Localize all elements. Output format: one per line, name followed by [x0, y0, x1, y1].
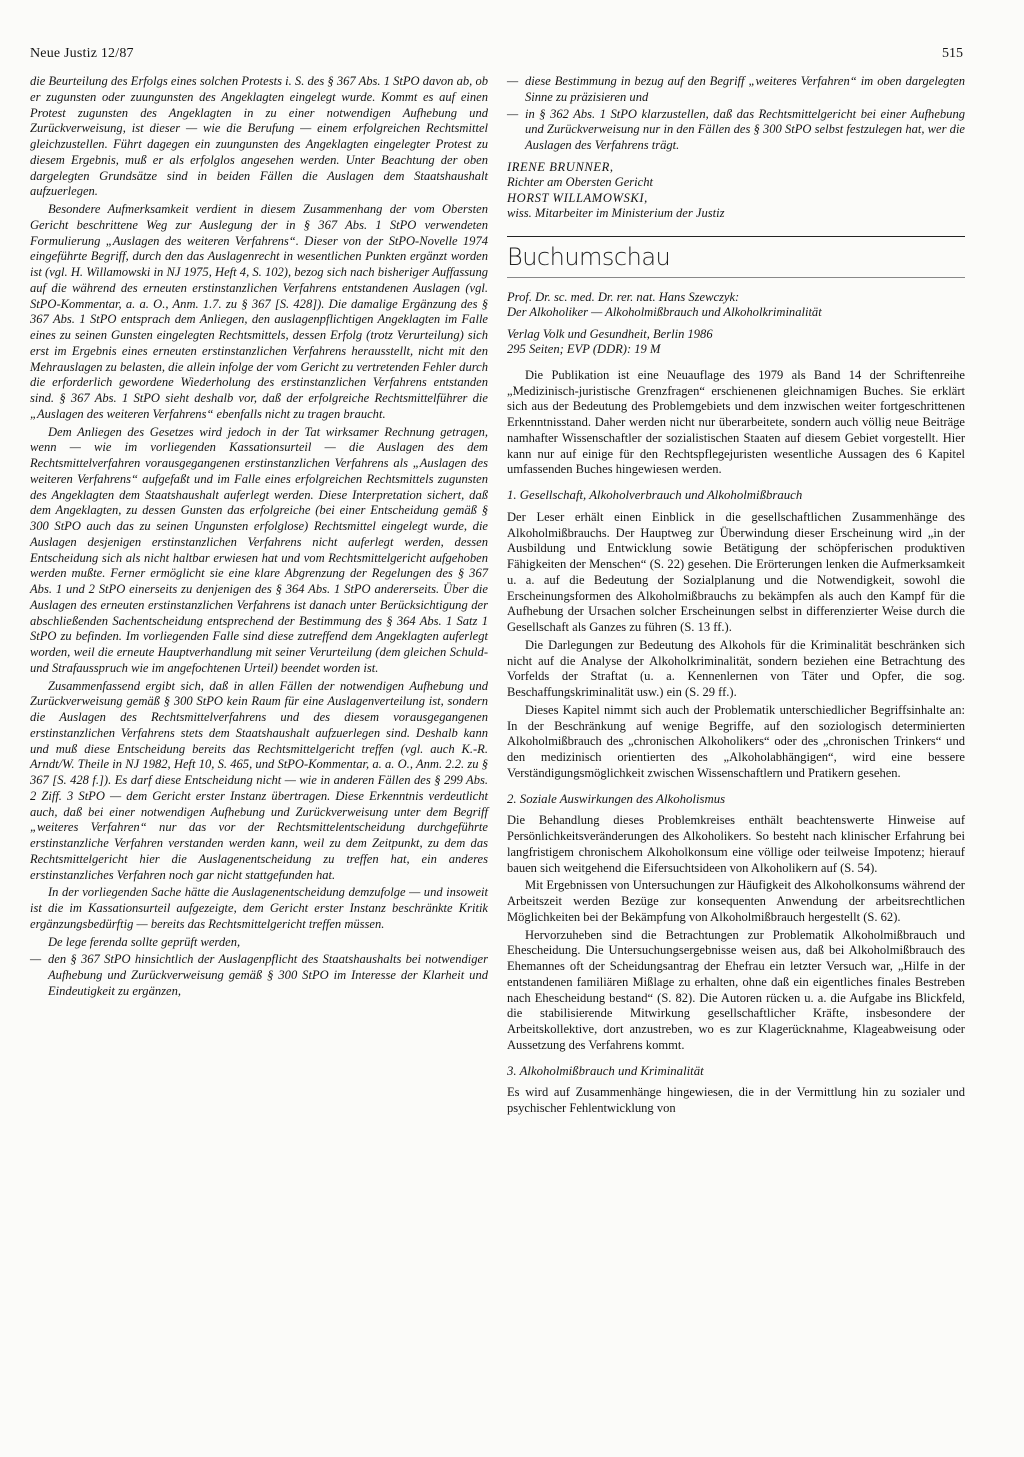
- dash-list-text: in § 362 Abs. 1 StPO klarzustellen, daß das Rechtsmittelgericht bei einer Aufhebung und Zurückverweisung nur in den Fällen des § 300 StPO selbst festzulegen hat, wer die Auslagen des Verfahrens trägt.: [525, 106, 965, 152]
- dash-list-item: [507, 74, 965, 106]
- paragraph: In der vorliegenden Sache hätte die Auslagenentscheidung demzufolge — und insoweit ist die im Kassationsurteil aufgezeigte, dem Gericht erster Instanz beschränkte Kritik ergänzungsbedürftig — bereits das Rechtsmittelgericht treffen müssen.: [30, 885, 488, 931]
- paragraph: Zusammenfassend ergibt sich, daß in allen Fällen der notwendigen Aufhebung und Zurückverweisung gemäß § 300 StPO kein Raum für eine Auslagenverteilung ist, sondern die Auslagen des Rechtsmittelverfahrens und des diesem vorausgegangenen erstinstanzlichen Verfahrens stets dem Staatshaushalt aufzuerlegen sind. Deshalb kann und muß diese Entscheidung bereits das Rechtsmittelgericht treffen (vgl. auch K.-R. Arndt/W. Theile in NJ 1982, Heft 10, S. 465, und StPO-Kommentar, a. a. O., Anm. 2.2. zu § 367 [S. 428 f.]). Es darf diese Entscheidung nicht — wie in anderen Fällen des § 299 Abs. 2 Ziff. 3 StPO — dem Gericht erster Instanz übertragen. Diese Erkenntnis verdeutlicht auch, daß bei einer notwendigen Aufhebung und Zurückverweisung unter dem Begriff „weiteres Verfahren“ nur das vor der Rechtsmittelentscheidung durchgeführte erstinstanzliche Verfahren verstanden werden kann, weil zu dem Zeitpunkt, zu dem das Rechtsmittelgericht hier die Auslagenentscheidung zu treffen hat, ein anderes erstinstanzliches Verfahren noch gar nicht stattgefunden hat.: [30, 678, 488, 882]
- dash-list-text: den § 367 StPO hinsichtlich der Auslagenpflicht des Staatshaushalts bei notwendiger Aufhebung und Zurückverweisung gemäß § 300 StPO im Interesse der Klarheit und Eindeutigkeit zu ergänzen,: [48, 952, 488, 998]
- page-number: 515: [942, 46, 963, 61]
- paragraph: Der Leser erhält einen Einblick in die gesellschaftlichen Zusammenhänge des Alkoholmißbrauchs. Der Hauptweg zur Überwindung dieser Erscheinung wird „in der Ausbildung und Entwicklung sowie Betätigung der schöpferischen produktiven Fähigkeiten der Menschen“ (S. 22) gesehen. Die Erörterungen lenken die Aufmerksamkeit u. a. auf die Bedeutung der Sozialplanung und die Notwendigkeit, sowohl die Erscheinungsformen des Alkoholmißbrauchs zu bekämpfen als auch den Kampf für die Aufhebung der Ursachen solcher Erscheinungen selbst in differenzierter Weise durch die Gesellschaft als Ganzes zu führen (S. 13 ff.).: [507, 509, 965, 634]
- paragraph: die Beurteilung des Erfolgs eines solchen Protests i. S. des § 367 Abs. 1 StPO davon ab, ob er zugunsten oder zuungunsten des Angeklagten eingelegt wurde. Kommt es auf einen Protest zugunsten des Angeklagten in zu einer notwendigen Aufhebung und Zurückverweisung, ist dieser — wie die Berufung — einem erfolgreichen Rechtsmittel gleichzustellen. Führt dagegen ein zuungunsten des Angeklagten eingelegter Protest zu diesem Ergebnis, muß er als erfolglos angesehen werden. Unter Beachtung der oben dargelegten Grundsätze sind in beiden Fällen die Auslagen dem Staatshaushalt aufzuerlegen.: [30, 74, 488, 199]
- book-pages-price: 295 Seiten; EVP (DDR): 19 M: [507, 342, 661, 357]
- journal-title: Neue Justiz 12/87: [30, 46, 134, 61]
- dash-list-text: diese Bestimmung in bezug auf den Begriff „weiteres Verfahren“ im oben dargelegten Sinne zu präzisieren und: [525, 74, 965, 104]
- section-title: Buchumschau: [507, 242, 671, 271]
- paragraph: De lege ferenda sollte geprüft werden,: [48, 934, 241, 949]
- section-divider: [507, 236, 965, 237]
- dash-bullet: —: [507, 106, 519, 121]
- section-heading: 2. Soziale Auswirkungen des Alkoholismus: [507, 791, 726, 806]
- paragraph: Mit Ergebnissen von Untersuchungen zur Häufigkeit des Alkoholkonsums während der Arbeitszeit werden Bezüge zur konsequenten Anwendung der arbeitsrechtlichen Möglichkeiten bei der Bekämpfung von Alkoholmißbrauch hergestellt (S. 62).: [507, 878, 965, 924]
- book-details: [507, 290, 965, 358]
- book-author: Prof. Dr. sc. med. Dr. rer. nat. Hans Szewczyk:: [507, 289, 740, 304]
- author-role: Richter am Obersten Gericht: [507, 175, 653, 190]
- paragraph: Dieses Kapitel nimmt sich auch der Problematik unterschiedlicher Begriffsinhalte an: In der Beschränkung auf wenige Begriffe, auf den soziologisch determinierten Alkoholmißbrauch des „chronischen Alkoholikers“ oder des „chronischen Trinkers“ und den medizinisch orientierten des „Alkoholabhängigen“, wird eine bessere Verständigungsmöglichkeit zwischen Wissenschaftlern und Pratikern gesehen.: [507, 702, 965, 780]
- section-heading: 1. Gesellschaft, Alkoholverbrauch und Alkoholmißbrauch: [507, 488, 803, 502]
- review-intro: Die Publikation ist eine Neuauflage des 1979 als Band 14 der Schriftenreihe „Medizinisch-juristische Grenzfragen“ erschienenen gleichnamigen Buches. Sie erklärt sich aus der Bedeutung des Problemgebiets und dem inzwischen weiter fortgeschrittenen Erkenntnisstand. Daher werden nicht nur überarbeitete, sondern auch völlig neue Beiträge namhafter Wissenschaftler der sozialistischen Staaten auf diesem Gebiet vorgestellt. Hier kann nur auf einige für den Rechtspflegejuristen wesentliche Aussagen des 6 Kapitel umfassenden Buches hingewiesen werden.: [507, 367, 965, 477]
- paragraph: Es wird auf Zusammenhänge hingewiesen, die in der Vermittlung hin zu sozialer und psychischer Fehlentwicklung von: [507, 1085, 965, 1115]
- right-column: [507, 74, 965, 1119]
- section-heading: 3. Alkoholmißbrauch und Kriminalität: [507, 1063, 704, 1078]
- section-title-underline: [507, 277, 965, 278]
- page-header: [30, 46, 963, 66]
- dash-bullet: —: [507, 74, 519, 88]
- dash-bullet: —: [30, 952, 42, 967]
- author-role: wiss. Mitarbeiter im Ministerium der Justiz: [507, 206, 725, 221]
- author-name: HORST WILLAMOWSKI,: [507, 190, 648, 205]
- dash-list-item: [30, 952, 488, 999]
- author-name: IRENE BRUNNER,: [507, 159, 614, 174]
- paragraph: Besondere Aufmerksamkeit verdient in diesem Zusammenhang der vom Obersten Gericht beschrittene Weg zur Auslegung der in § 367 Abs. 1 StPO verwendeten Formulierung „Auslagen des weiteren Verfahrens“. Dieser von der StPO-Novelle 1974 eingeführte Begriff, durch den das Auslagenrecht in wesentlichen Punkten ergänzt worden ist (vgl. H. Willamowski in NJ 1975, Heft 4, S. 102), bezog sich nach bisheriger Auffassung auf die während des erneuten erstinstanzlichen Verfahrens entstandenen Auslagen (vgl. StPO-Kommentar, a. a. O., Anm. 1.7. zu § 367 [S. 428]). Die damalige Ergänzung des § 367 Abs. 1 StPO entsprach dem Anliegen, den auslagenpflichtigen Angeklagten im Falle eines zu seinen Gunsten eingelegten Rechtsmittels, dessen Erfolg (trotz Verurteilung) sich erst im Ergebnis eines erneuten erstinstanzlichen Verfahrens herausstellt, nicht mit den Mehrauslagen zu belasten, die allein infolge der vom Gericht zu vertretenden Fehler durch die erforderlich gewordene Wiederholung des erstinstanzlichen Verfahrens entstanden sind. § 367 Abs. 1 StPO sieht deshalb vor, daß der erfolgreiche Rechtsmittelführer die „Auslagen des weiteren Verfahrens“ ebenfalls nicht zu tragen braucht.: [30, 202, 488, 421]
- paragraph: Dem Anliegen des Gesetzes wird jedoch in der Tat wirksamer Rechnung getragen, wenn — wie im vorliegenden Kassationsurteil — die Auslagen des dem Rechtsmittelverfahren vorausgegangenen erstinstanzlichen Verfahrens als „Auslagen des weiteren Verfahrens“ aufgefaßt und im Falle eines erfolgreichen Rechtsmittels zugunsten des Angeklagten dem Staatshaushalt auferlegt werden. Diese Interpretation sichert, daß dem Angeklagten, zu dessen Gunsten das erfolgreiche (bei einer Entscheidung gemäß § 300 StPO auch das zu seinen Ungunsten erfolglose) Rechtsmittel eingelegt wurde, die Auslagen desjenigen erstinstanzlichen Verfahrens nicht auferlegt werden, dessen Entscheidung sich als nicht haltbar erwiesen hat und vom Rechtsmittelgericht aufgehoben werden mußte. Ferner ermöglicht sie eine klare Abgrenzung der Regelungen des § 367 Abs. 1 und 2 StPO einerseits zu denjenigen des § 364 Abs. 1 StPO andererseits. Über die Auslagen des erneuten erstinstanzlichen Verfahrens ist danach unter Berücksichtigung der abschließenden Sachentscheidung entsprechend der Bestimmung des § 364 Abs. 1 Satz 1 StPO zu befinden. Im vorliegenden Falle sind diese zutreffend dem Angeklagten auferlegt worden, weil die erneute Hauptverhandlung mit seiner Verurteilung (dem gleichen Schuld- und Strafausspruch wie im angefochtenen Urteil) beendet worden ist.: [30, 424, 488, 675]
- paragraph: Die Behandlung dieses Problemkreises enthält beachtenswerte Hinweise auf Persönlichkeitsveränderungen des Alkoholikers. So besteht nach klinischer Erfahrung bei langfristigem chronischem Alkoholkonsum eine völlige oder teilweise Impotenz; hierauf bauen sich weitgehend die Eifersuchtsideen von Alkoholikern auf (S. 54).: [507, 813, 965, 875]
- paragraph: Die Darlegungen zur Bedeutung des Alkohols für die Kriminalität beschränken sich nicht auf die Analyse der Alkoholkriminalität, sondern beziehen eine Betrachtung des Vorfelds der Straftat (u. a. Kennenlernen von Täter und Opfer, die sog. Beschaffungskriminalität usw.) ein (S. 29 ff.).: [507, 637, 965, 699]
- author-signatures: [507, 160, 965, 222]
- paragraph: Hervorzuheben sind die Betrachtungen zur Problematik Alkoholmißbrauch und Ehescheidung. Die Untersuchungsergebnisse weisen aus, daß bei Alkoholmißbrauch des Ehemannes oft der Scheidungsantrag der Ehefrau ein letzter Versuch war, „Hilfe in der entstandenen familiären Mißlage zu erhalten, ohne daß ein eigentliches finales Bestreben nach Ehescheidung bestand“ (S. 82). Die Autoren rücken u. a. die Aufgabe ins Blickfeld, die stabilisierende Mitwirkung gesellschaftlicher Kräfte, insbesondere der Arbeitskollektive, dort anzustreben, wo es zur Klagerücknahme, Klageabweisung oder Aussetzung des Verfahrens kommt.: [507, 927, 965, 1052]
- book-publisher: Verlag Volk und Gesundheit, Berlin 1986: [507, 326, 713, 341]
- dash-list-item: [507, 107, 965, 154]
- proposal-list: [507, 74, 965, 154]
- left-column: [30, 74, 488, 1001]
- book-title: Der Alkoholiker — Alkoholmißbrauch und Alkoholkriminalität: [507, 305, 822, 320]
